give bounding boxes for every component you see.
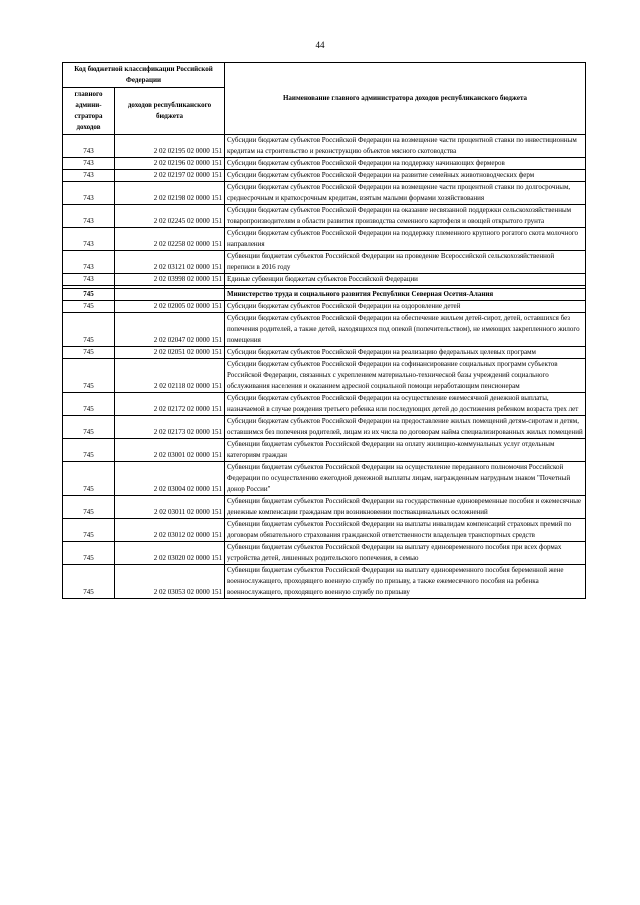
header-admin-code: главного админи-стратора доходов (63, 88, 115, 135)
table-row (63, 542, 586, 565)
header-income-code: доходов республиканского бюджета (115, 88, 225, 135)
section-header-row (63, 289, 586, 301)
admin-code-cell: 745 (63, 301, 115, 313)
income-name-cell: Субсидии бюджетам субъектов Российской Федерации на поддержку начинающих фермеров (225, 158, 586, 170)
table-row (63, 347, 586, 359)
income-code-cell: 2 02 03004 02 0000 151 (115, 462, 225, 496)
income-name-cell: Субвенции бюджетам субъектов Российской Федерации на осуществление переданного полномочия Российской Федерации по осуществлению ежегодной денежной выплаты лицам, награжденным нагрудным знаком "Почетный донор России" (225, 462, 586, 496)
table-row (63, 301, 586, 313)
income-code-cell: 2 02 02195 02 0000 151 (115, 135, 225, 158)
income-code-cell: 2 02 02196 02 0000 151 (115, 158, 225, 170)
income-code-cell: 2 02 02118 02 0000 151 (115, 359, 225, 393)
admin-code-cell: 745 (63, 462, 115, 496)
income-name-cell: Субсидии бюджетам субъектов Российской Федерации на обеспечение жильем детей-сирот, детей, оставшихся без попечения родителей, а также детей, находящихся под опекой (попечительством), не имеющих закрепленного жилого помещения (225, 313, 586, 347)
income-code-cell: 2 02 02197 02 0000 151 (115, 170, 225, 182)
page-number: 44 (315, 40, 325, 50)
income-code-cell: 2 02 03121 02 0000 151 (115, 251, 225, 274)
income-name-cell: Субсидии бюджетам субъектов Российской Федерации на возмещение части процентной ставки по долгосрочным, среднесрочным и краткосрочным кредитам, взятым малыми формами хозяйствования (225, 182, 586, 205)
admin-code-cell: 745 (63, 519, 115, 542)
income-name-cell: Субвенции бюджетам субъектов Российской Федерации на выплату единовременного пособия беременной жене военнослужащего, проходящего военную службу по призыву, а также ежемесячного пособия на ребенка военнослужащего, проходящего военную службу по призыву (225, 565, 586, 599)
income-name-cell: Субвенции бюджетам субъектов Российской Федерации на оплату жилищно-коммунальных услуг отдельным категориям граждан (225, 439, 586, 462)
table-row (63, 228, 586, 251)
table-row (63, 359, 586, 393)
income-code-cell: 2 02 02173 02 0000 151 (115, 416, 225, 439)
income-name-cell: Субсидии бюджетам субъектов Российской Федерации на софинансирование социальных программ субъектов Российской Федерации, связанных с укреплением материально-технической базы учреждений социального обслуживания населения и оказанием адресной социальной помощи неработающим пенсионерам (225, 359, 586, 393)
table-row (63, 158, 586, 170)
admin-code-cell: 745 (63, 347, 115, 359)
admin-code-cell: 745 (63, 313, 115, 347)
admin-code-cell: 743 (63, 228, 115, 251)
admin-code-cell: 745 (63, 542, 115, 565)
table-row (63, 182, 586, 205)
table-row (63, 205, 586, 228)
admin-code-cell: 743 (63, 135, 115, 158)
income-code-cell: 2 02 03011 02 0000 151 (115, 496, 225, 519)
income-name-cell: Субсидии бюджетам субъектов Российской Федерации на предоставление жилых помещений детям-сиротам и детям, оставшимся без попечения родителей, лицам из их числа по договорам найма специализированных жилых помещений (225, 416, 586, 439)
income-code-cell: 2 02 02245 02 0000 151 (115, 205, 225, 228)
income-name-cell: Субсидии бюджетам субъектов Российской Федерации на оздоровление детей (225, 301, 586, 313)
admin-code-cell: 745 (63, 496, 115, 519)
header-admin-name: Наименование главного администратора доходов республиканского бюджета (225, 63, 586, 135)
income-code-cell: 2 02 02258 02 0000 151 (115, 228, 225, 251)
income-name-cell: Субсидии бюджетам субъектов Российской Федерации на развитие семейных животноводческих ферм (225, 170, 586, 182)
income-code-cell: 2 02 02051 02 0000 151 (115, 347, 225, 359)
header-group-title: Код бюджетной классификации Российской Федерации (63, 63, 225, 88)
income-name-cell: Субсидии бюджетам субъектов Российской Федерации на реализацию федеральных целевых программ (225, 347, 586, 359)
table-row (63, 313, 586, 347)
income-name-cell: Министерство труда и социального развития Республики Северная Осетия-Алания (225, 289, 586, 301)
admin-code-cell: 745 (63, 416, 115, 439)
admin-code-cell: 745 (63, 439, 115, 462)
admin-code-cell: 743 (63, 158, 115, 170)
income-code-cell: 2 02 02198 02 0000 151 (115, 182, 225, 205)
income-name-cell: Субвенции бюджетам субъектов Российской Федерации на проведение Всероссийской сельскохозяйственной переписи в 2016 году (225, 251, 586, 274)
admin-code-cell: 743 (63, 251, 115, 274)
table-row (63, 439, 586, 462)
income-code-cell: 2 02 02172 02 0000 151 (115, 393, 225, 416)
budget-classification-table (62, 62, 586, 599)
income-code-cell: 2 02 02005 02 0000 151 (115, 301, 225, 313)
income-name-cell: Субсидии бюджетам субъектов Российской Федерации на осуществление ежемесячной денежной выплаты, назначаемой в случае рождения третьего ребенка или последующих детей до достижения ребенком возраста трех лет (225, 393, 586, 416)
income-code-cell: 2 02 03053 02 0000 151 (115, 565, 225, 599)
income-code-cell: 2 02 03020 02 0000 151 (115, 542, 225, 565)
table-row (63, 170, 586, 182)
income-name-cell: Субвенции бюджетам субъектов Российской Федерации на выплаты инвалидам компенсаций страховых премий по договорам обязательного страхования гражданской ответственности владельцев транспортных средств (225, 519, 586, 542)
admin-code-cell: 743 (63, 170, 115, 182)
income-name-cell: Субвенции бюджетам субъектов Российской Федерации на выплату единовременного пособия при всех формах устройства детей, лишенных родительского попечения, в семью (225, 542, 586, 565)
admin-code-cell: 743 (63, 205, 115, 228)
admin-code-cell: 745 (63, 289, 115, 301)
income-name-cell: Субсидии бюджетам субъектов Российской Федерации на поддержку племенного крупного рогатого скота молочного направления (225, 228, 586, 251)
table-row (63, 135, 586, 158)
income-code-cell (115, 289, 225, 301)
income-code-cell: 2 02 03998 02 0000 151 (115, 274, 225, 286)
income-code-cell: 2 02 03012 02 0000 151 (115, 519, 225, 542)
income-code-cell: 2 02 02047 02 0000 151 (115, 313, 225, 347)
admin-code-cell: 745 (63, 393, 115, 416)
table-row (63, 565, 586, 599)
table-row (63, 274, 586, 286)
admin-code-cell: 743 (63, 182, 115, 205)
table-row (63, 416, 586, 439)
admin-code-cell: 745 (63, 565, 115, 599)
table-row (63, 496, 586, 519)
table-row (63, 462, 586, 496)
table-body (63, 135, 586, 599)
table-row (63, 519, 586, 542)
admin-code-cell: 743 (63, 274, 115, 286)
income-name-cell: Субвенции бюджетам субъектов Российской Федерации на государственные единовременные пособия и ежемесячные денежные компенсации гражданам при возникновении поствакцинальных осложнений (225, 496, 586, 519)
income-code-cell: 2 02 03001 02 0000 151 (115, 439, 225, 462)
table-row (63, 251, 586, 274)
income-name-cell: Субсидии бюджетам субъектов Российской Федерации на оказание несвязанной поддержки сельскохозяйственным товаропроизводителям в области развития производства семенного картофеля и овощей открытого грунта (225, 205, 586, 228)
income-name-cell: Единые субвенции бюджетам субъектов Российской Федерации (225, 274, 586, 286)
admin-code-cell: 745 (63, 359, 115, 393)
table-row (63, 393, 586, 416)
income-name-cell: Субсидии бюджетам субъектов Российской Федерации на возмещение части процентной ставки по инвестиционным кредитам на строительство и реконструкцию объектов мясного скотоводства (225, 135, 586, 158)
